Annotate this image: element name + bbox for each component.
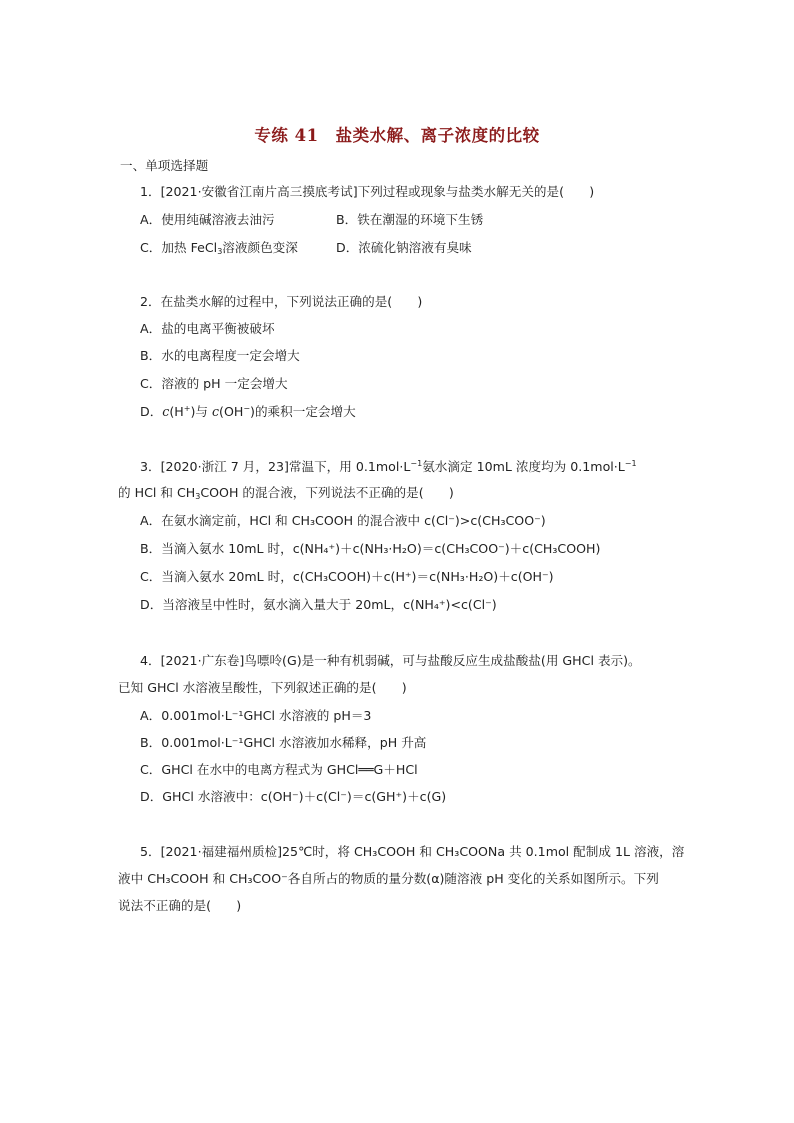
q2-d-c1: c — [162, 404, 170, 419]
q2-d-text-2: (H — [169, 404, 184, 419]
q4-stem-line1: 4．[2021·广东卷]鸟嘌呤(G)是一种有机弱碱，可与盐酸反应生成盐酸盐(用 GHCl 表示)。 — [140, 653, 641, 668]
q2-d-text-5: )的乘积一定会增大 — [250, 404, 356, 419]
q3-stem-line2 — [118, 487, 454, 501]
q1-c-text-1: C．加热 FeCl — [140, 240, 218, 255]
q2-d-text-3: )与 — [190, 404, 212, 419]
q4-option-b: B．0.001mol·L⁻¹GHCl 水溶液加水稀释，pH 升高 — [140, 735, 427, 750]
q3-stem2-b: COOH 的混合液，下列说法不正确的是( ) — [200, 485, 454, 500]
q3-option-c: C．当滴入氨水 20mL 时，c(CH₃COOH)＋c(H⁺)＝c(NH₃·H₂O)＋c(OH⁻) — [140, 569, 554, 584]
q3-stem1-sup2: −1 — [624, 459, 637, 468]
page-title: 专练 41 盐类水解、离子浓度的比较 — [254, 126, 540, 145]
q3-stem2-a: 的 HCl 和 CH — [118, 485, 196, 500]
q2-d-text-4: (OH — [219, 404, 244, 419]
q2-d-sup2: − — [243, 404, 251, 413]
q1-c-text-2: 溶液颜色变深 — [222, 240, 298, 255]
q3-stem1-sup1: −1 — [410, 459, 423, 468]
q1-c-subscript: 3 — [217, 247, 223, 256]
q2-d-c2: c — [211, 404, 220, 419]
q3-stem2-sub: 3 — [195, 492, 201, 501]
q4-option-d: D．GHCl 水溶液中：c(OH⁻)＋c(Cl⁻)＝c(GH⁺)＋c(G) — [140, 789, 447, 804]
q4-option-c: C．GHCl 在水中的电离方程式为 GHCl══G＋HCl — [140, 762, 418, 777]
q5-stem-line2: 液中 CH₃COOH 和 CH₃COO⁻各自所占的物质的量分数(α)随溶液 pH 变化的关系如图所示。下列 — [118, 871, 659, 886]
q2-stem: 2．在盐类水解的过程中，下列说法正确的是( ) — [140, 294, 423, 309]
q1-option-d: D．浓硫化钠溶液有臭味 — [336, 240, 472, 255]
q1-option-c — [140, 242, 298, 256]
q2-d-text-1: D． — [140, 404, 163, 419]
section-heading: 一、单项选择题 — [120, 158, 209, 173]
q3-stem1-a: 3．[2020·浙江 7 月，23]常温下，用 0.1mol·L — [140, 459, 411, 474]
q5-stem-line3: 说法不正确的是( ) — [118, 898, 242, 913]
q2-option-c: C．溶液的 pH 一定会增大 — [140, 376, 288, 391]
q1-option-a: A．使用纯碱溶液去油污 — [140, 212, 275, 227]
q5-stem-line1: 5．[2021·福建福州质检]25℃时，将 CH₃COOH 和 CH₃COONa 共 0.1mol 配制成 1L 溶液，溶 — [140, 844, 685, 859]
q3-option-a: A．在氨水滴定前，HCl 和 CH₃COOH 的混合液中 c(Cl⁻)>c(CH₃COO⁻) — [140, 513, 546, 528]
q1-stem: 1．[2021·安徽省江南片高三摸底考试]下列过程或现象与盐类水解无关的是( ) — [140, 184, 595, 199]
q3-option-b: B．当滴入氨水 10mL 时，c(NH₄⁺)＋c(NH₃·H₂O)＝c(CH₃COO⁻)＋c(CH₃COOH) — [140, 541, 601, 556]
q4-option-a: A．0.001mol·L⁻¹GHCl 水溶液的 pH＝3 — [140, 708, 372, 723]
q4-stem-line2: 已知 GHCl 水溶液呈酸性，下列叙述正确的是( ) — [118, 680, 407, 695]
q2-option-d — [140, 405, 356, 419]
q1-option-b: B．铁在潮湿的环境下生锈 — [336, 212, 484, 227]
q2-option-b: B．水的电离程度一定会增大 — [140, 348, 300, 363]
q3-option-d: D．当溶液呈中性时，氨水滴入量大于 20mL，c(NH₄⁺)<c(Cl⁻) — [140, 597, 497, 612]
q2-d-sup1: + — [183, 404, 191, 413]
q3-stem1-b: 氨水滴定 10mL 浓度均为 0.1mol·L — [422, 459, 625, 474]
q3-stem-line1 — [140, 460, 637, 474]
q2-option-a: A．盐的电离平衡被破坏 — [140, 321, 275, 336]
